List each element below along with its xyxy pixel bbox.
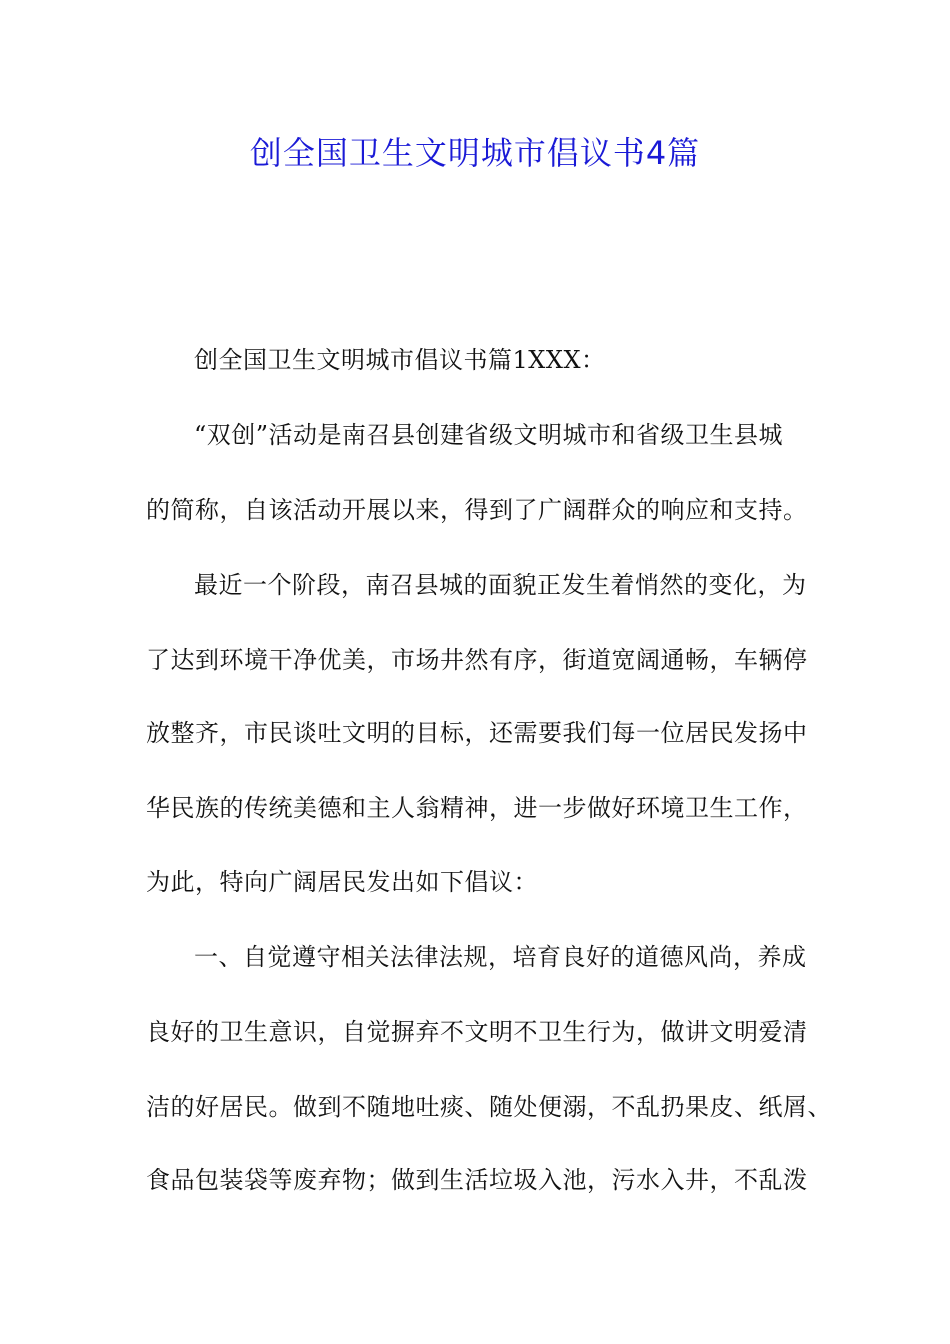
text-line: 食品包装袋等废弃物；做到生活垃圾入池，污水入井，不乱泼 <box>146 1166 808 1194</box>
text-line: 了达到环境干净优美，市场井然有序，街道宽阔通畅，车辆停 <box>146 646 808 674</box>
text-line: 最近一个阶段，南召县城的面貌正发生着悄然的变化，为 <box>194 571 807 599</box>
document-title: 创全国卫生文明城市倡议书4篇 <box>249 134 701 172</box>
text-line: 的简称，自该活动开展以来，得到了广阔群众的响应和支持。 <box>146 496 808 524</box>
text-line: 放整齐，市民谈吐文明的目标，还需要我们每一位居民发扬中 <box>146 719 808 747</box>
text-line: 华民族的传统美德和主人翁精神，进一步做好环境卫生工作， <box>146 794 808 822</box>
text-line: 一、自觉遵守相关法律法规，培育良好的道德风尚，养成 <box>194 943 807 971</box>
text-line: “双创”活动是南召县创建省级文明城市和省级卫生县城 <box>194 421 784 449</box>
text-line: 洁的好居民。做到不随地吐痰、随处便溺，不乱扔果皮、纸屑、 <box>146 1093 832 1121</box>
text-line: 良好的卫生意识，自觉摒弃不文明不卫生行为，做讲文明爱清 <box>146 1018 808 1046</box>
text-line: 创全国卫生文明城市倡议书篇1XXX： <box>194 346 606 374</box>
text-line: 为此，特向广阔居民发出如下倡议： <box>146 868 538 896</box>
